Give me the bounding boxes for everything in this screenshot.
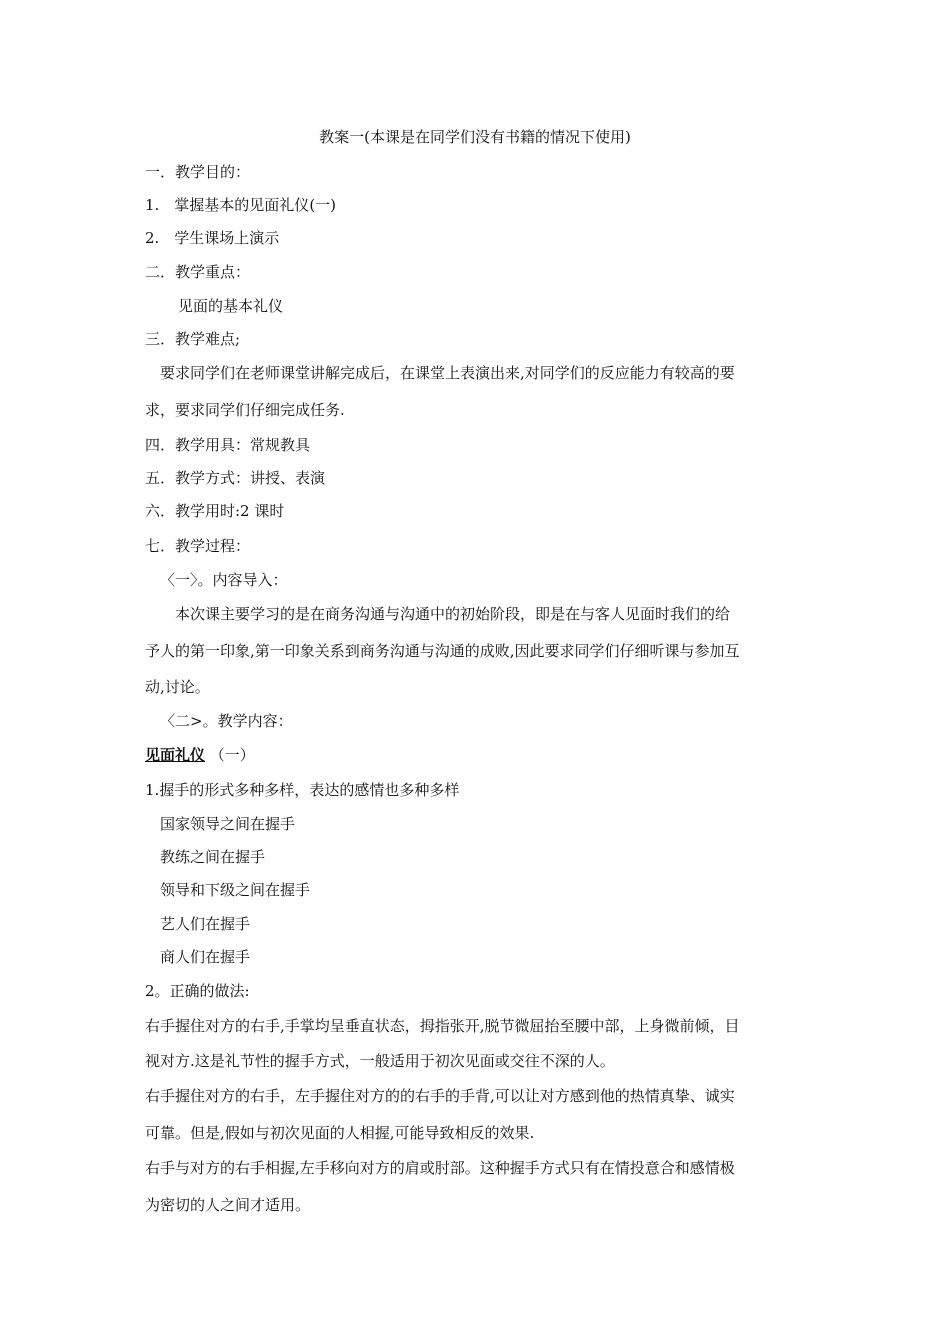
content-subheading-suffix: （一） [209,746,255,764]
point-2-para-3-line-2: 为密切的人之间才适用。 [145,1196,311,1214]
intro-line-3: 动,讨论。 [145,678,210,696]
point-2-para-3-line-1: 右手与对方的右手相握,左手移向对方的肩或肘部。这种握手方式只有在情投意合和感情极 [145,1159,735,1177]
content-heading: 〈二>。教学内容： [160,712,293,730]
section-6: 六．教学用时:2 课时 [145,502,285,520]
section-4: 四．教学用具：常规教具 [145,436,311,454]
point-1-item-3: 领导和下级之间在握手 [160,881,311,899]
section-7: 七．教学过程： [145,537,251,555]
intro-heading: 〈一〉。内容导入： [160,571,288,589]
section-5: 五．教学方式：讲授、表演 [145,469,326,487]
section-1-item-2: 2. 学生课场上演示 [145,229,280,247]
point-1-item-2: 教练之间在握手 [160,848,266,866]
intro-line-2: 予人的第一印象,第一印象关系到商务沟通与沟通的成败,因此要求同学们仔细听课与参加互 [145,642,740,660]
section-1-heading: 一．教学目的： [145,163,251,181]
intro-line-1: 本次课主要学习的是在商务沟通与沟通中的初始阶段，即是在与客人见面时我们的给 [175,605,731,623]
point-1-item-4: 艺人们在握手 [160,915,251,933]
content-subheading-main: 见面礼仪 [145,746,206,764]
point-1-heading: 1.握手的形式多种多样，表达的感情也多种多样 [145,781,460,799]
point-2-para-1-line-1: 右手握住对方的右手,手掌均呈垂直状态，拇指张开,脱节微屈抬至腰中部，上身微前倾，目 [145,1017,740,1035]
point-1-item-1: 国家领导之间在握手 [160,815,296,833]
point-2-para-1-line-2: 视对方.这是礼节性的握手方式，一般适用于初次见面或交往不深的人。 [145,1052,615,1070]
section-3-line-2: 求，要求同学们仔细完成任务. [145,401,345,419]
section-2-text: 见面的基本礼仪 [178,297,284,315]
section-3-heading: 三．教学难点; [145,330,241,348]
section-3-line-1: 要求同学们在老师课堂讲解完成后，在课堂上表演出来,对同学们的反应能力有较高的要 [160,364,735,382]
point-2-para-2-line-2: 可靠。但是,假如与初次见面的人相握,可能导致相反的效果. [145,1124,535,1142]
point-2-para-2-line-1: 右手握住对方的右手，左手握住对方的的右手的手背,可以让对方感到他的热情真挚、诚实 [145,1087,735,1105]
point-1-item-5: 商人们在握手 [160,948,251,966]
section-2-heading: 二．教学重点： [145,263,251,281]
content-subheading [145,745,810,765]
point-2-heading: 2。正确的做法: [145,982,250,1000]
document-title: 教案一(本课是在同学们没有书籍的情况下使用) [319,128,631,146]
section-1-item-1: 1. 掌握基本的见面礼仪(一) [145,196,337,214]
